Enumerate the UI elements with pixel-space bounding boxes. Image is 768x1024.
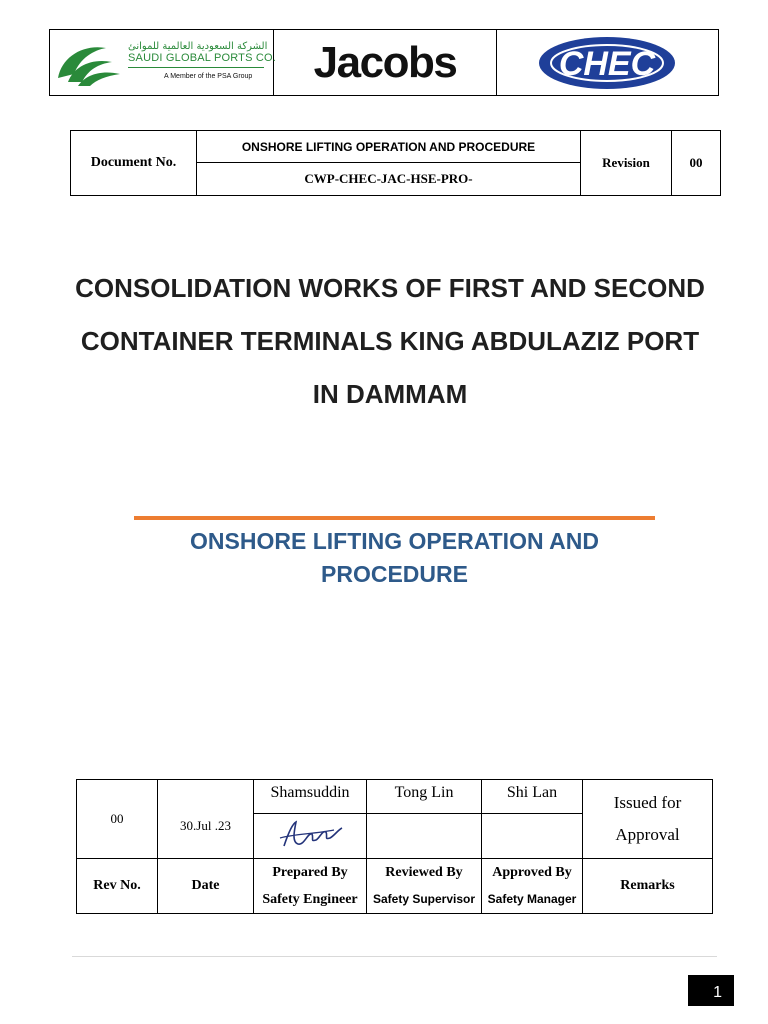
- reviewed-by-signature: [367, 814, 482, 859]
- approved-by-header: Approved By: [492, 865, 572, 880]
- chec-logo-text: CHEC: [558, 44, 655, 83]
- remarks-header: Remarks: [583, 859, 713, 914]
- sgp-arabic-name: الشركة السعودية العالمية للموانئ: [128, 41, 268, 52]
- project-title-line-3: IN DAMMAM: [312, 379, 468, 409]
- saudi-global-ports-logo: [50, 30, 277, 95]
- remarks-value-line-2: Approval: [615, 825, 680, 844]
- rev-no-value: 00: [77, 780, 158, 859]
- signature-image: [274, 816, 346, 852]
- revision-label: Revision: [581, 131, 672, 196]
- approved-by-name: Shi Lan: [482, 780, 583, 814]
- prepared-by-header: Prepared By: [272, 865, 348, 880]
- sgp-divider: [128, 67, 264, 68]
- remarks-value: [583, 780, 713, 859]
- chec-logo: [497, 30, 718, 95]
- reviewed-by-name: Tong Lin: [367, 780, 482, 814]
- remarks-value-line-1: Issued for: [613, 793, 682, 812]
- date-value: 30.Jul .23: [158, 780, 254, 859]
- document-no-label: Document No.: [71, 131, 197, 196]
- revision-value: 00: [672, 131, 721, 196]
- jacobs-logo-text: Jacobs: [313, 37, 457, 87]
- project-title-line-2: CONTAINER TERMINALS KING ABDULAZIZ PORT: [80, 326, 700, 356]
- prepared-by-role: Safety Engineer: [262, 892, 358, 907]
- subtitle-line-2: PROCEDURE: [321, 561, 468, 587]
- project-title: [40, 262, 740, 421]
- rev-no-header: Rev No.: [77, 859, 158, 914]
- footer-divider: [72, 956, 717, 957]
- sgp-english-name: SAUDI GLOBAL PORTS CO.: [128, 52, 277, 64]
- prepared-by-name: Shamsuddin: [254, 780, 367, 814]
- approval-table: [76, 779, 713, 914]
- title-divider: [134, 516, 655, 520]
- document-subtitle: [134, 525, 655, 591]
- subtitle-line-1: ONSHORE LIFTING OPERATION AND: [190, 528, 599, 554]
- project-title-line-1: CONSOLIDATION WORKS OF FIRST AND SECOND: [75, 273, 705, 303]
- reviewed-by-role: Safety Supervisor: [372, 892, 476, 906]
- reviewed-by-cell: [367, 859, 482, 914]
- approved-by-signature: [482, 814, 583, 859]
- jacobs-logo: [274, 30, 497, 95]
- date-header: Date: [158, 859, 254, 914]
- prepared-by-cell: [254, 859, 367, 914]
- page-number: 1: [688, 975, 734, 1006]
- document-info-table: [70, 130, 721, 196]
- sgp-member-line: A Member of the PSA Group: [164, 73, 253, 80]
- approved-by-cell: [482, 859, 583, 914]
- document-title-cell: ONSHORE LIFTING OPERATION AND PROCEDURE: [197, 131, 581, 163]
- document-code-cell: CWP-CHEC-JAC-HSE-PRO-: [197, 163, 581, 196]
- logo-header: [49, 29, 719, 96]
- prepared-by-signature: [254, 814, 367, 859]
- approved-by-role: Safety Manager: [487, 892, 577, 906]
- sgp-waves-icon: [54, 38, 124, 90]
- reviewed-by-header: Reviewed By: [385, 865, 463, 880]
- chec-logo-mark: [537, 33, 679, 93]
